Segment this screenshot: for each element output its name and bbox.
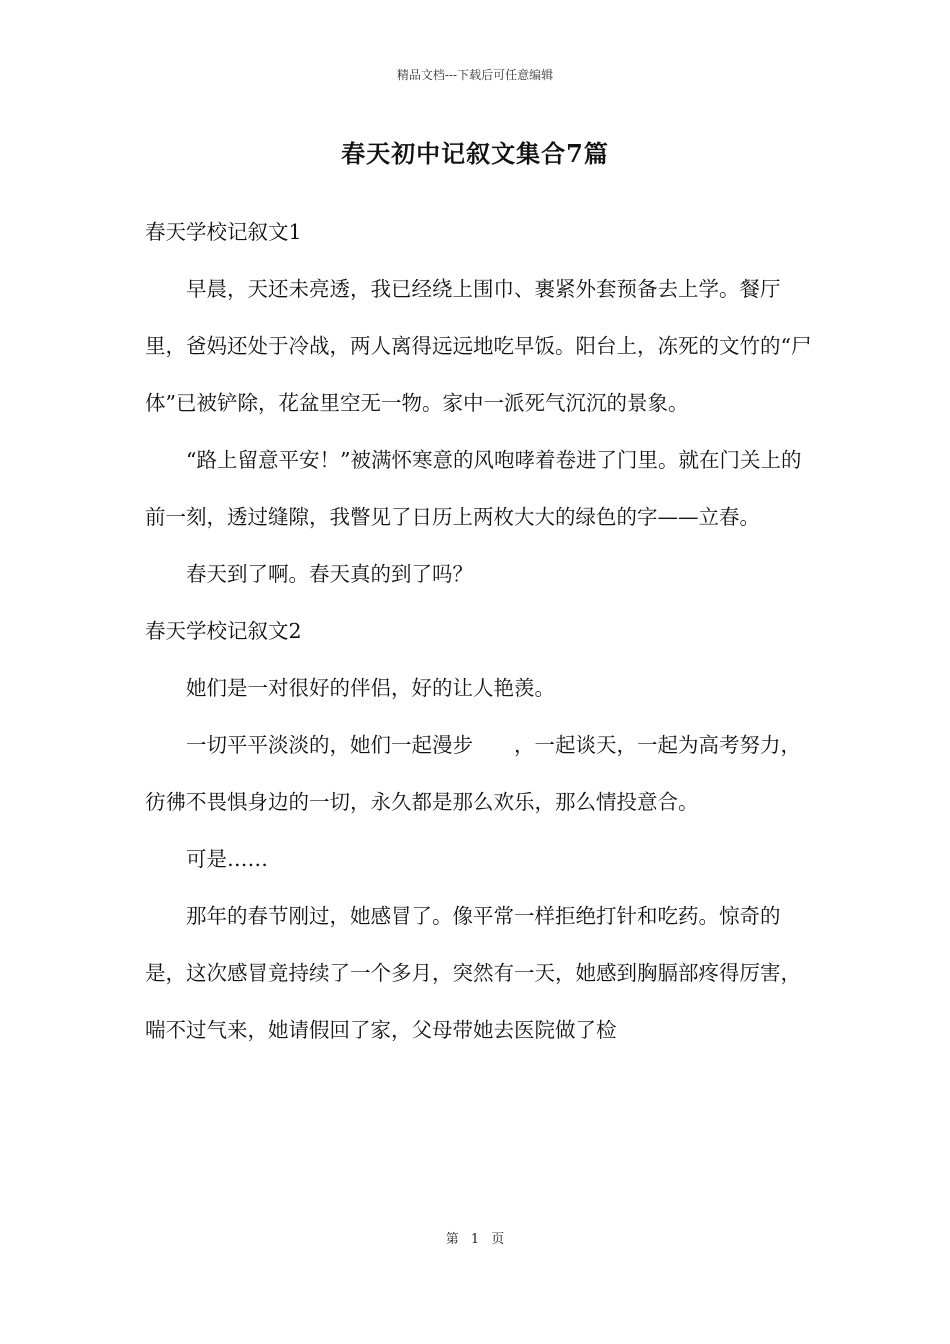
- paragraph: “路上留意平安！”被满怀寒意的风咆哮着卷进了门里。就在门关上的前一刻，透过缝隙，我瞥见了日历上两枚大大的绿色的字——立春。: [145, 448, 802, 529]
- page-label-prefix: 第: [445, 1232, 459, 1247]
- page-label-suffix: 页: [491, 1232, 505, 1247]
- document-title: 春天初中记叙文集合7篇: [341, 139, 609, 168]
- page-number: 1: [470, 1232, 480, 1247]
- paragraph: 早晨，天还未亮透，我已经绕上围巾、裹紧外套预备去上学。餐厅里，爸妈还处于冷战，两人离得远远地吃早饭。阳台上，冻死的文竹的“尸体”已被铲除，花盆里空无一物。家中一派死气沉沉的景象。: [145, 277, 812, 415]
- section-heading: 春天学校记叙文1: [145, 220, 302, 244]
- paragraph: 一切平平淡淡的，她们一起漫步 ，一起谈天，一起为高考努力，彷彿不畏惧身边的一切，永久都是那么欢乐，那么情投意合。: [145, 733, 801, 814]
- paragraph: 春天到了啊。春天真的到了吗？: [186, 562, 473, 586]
- document-body: [145, 204, 813, 1059]
- paragraph: 她们是一对很好的伴侣，好的让人艳羡。: [186, 676, 555, 700]
- page-footer: [0, 1228, 950, 1247]
- section-heading: 春天学校记叙文2: [145, 619, 302, 643]
- header-note: 精品文档---下载后可任意编辑: [396, 68, 554, 82]
- paragraph: 那年的春节刚过，她感冒了。像平常一样拒绝打针和吃药。惊奇的是，这次感冒竟持续了一个多月，突然有一天，她感到胸膈部疼得厉害，喘不过气来，她请假回了家，父母带她去医院做了检: [145, 904, 801, 1042]
- paragraph: 可是……: [186, 847, 268, 871]
